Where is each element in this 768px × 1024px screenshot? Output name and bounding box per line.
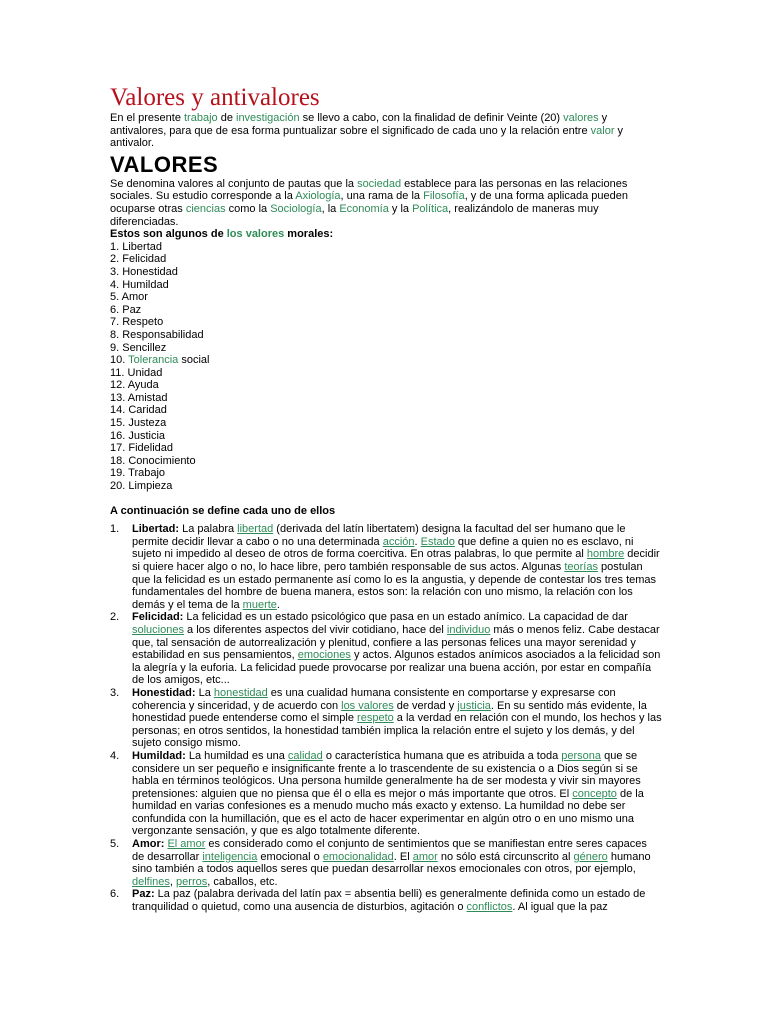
hyperlink[interactable]: acción xyxy=(382,535,415,548)
hyperlink[interactable]: teorías xyxy=(564,561,598,573)
text-run: de verdad y xyxy=(393,699,458,712)
values-list-item xyxy=(110,442,662,455)
hyperlink[interactable]: soluciones xyxy=(132,623,184,636)
bold-text: Amor: xyxy=(132,838,165,851)
hyperlink[interactable]: Estado xyxy=(420,535,455,548)
definitions-intro: A continuación se define cada uno de ellos xyxy=(110,504,336,517)
keyword-link[interactable]: ciencias xyxy=(185,202,226,215)
keyword-link[interactable]: Economía xyxy=(339,202,389,215)
values-list-item xyxy=(110,253,662,266)
text-run: a los diferentes aspectos del vivir cotidiano, hace del xyxy=(183,623,447,636)
text-run: y la xyxy=(388,202,413,215)
text-run: , xyxy=(169,875,177,888)
values-list-item xyxy=(110,480,662,493)
hyperlink[interactable]: justicia xyxy=(457,699,491,712)
definition-item xyxy=(110,611,662,687)
values-list-item xyxy=(110,329,662,342)
definition-item xyxy=(110,888,662,913)
text-run: emocional o xyxy=(257,850,323,863)
hyperlink[interactable]: género xyxy=(573,850,608,863)
values-list-item xyxy=(110,342,662,355)
keyword-link[interactable]: valores xyxy=(563,112,599,124)
definition-text xyxy=(132,611,660,686)
values-list-item xyxy=(110,291,662,304)
text-run: social xyxy=(178,354,210,367)
text-run: y antivalores, para que de esa forma puntualizar sobre el significado de cada uno y la relación entre xyxy=(110,112,608,137)
values-list-item xyxy=(110,304,662,317)
text-run: 1. Libertad xyxy=(110,240,162,253)
text-run: y antivalor. xyxy=(110,124,624,150)
text-run: Se denomina valores al conjunto de pautas que la xyxy=(110,177,358,190)
definition-number: 2. xyxy=(110,611,120,624)
text-run: 18. Conocimiento xyxy=(110,454,196,467)
text-run: no sólo está circunscrito al xyxy=(437,850,574,863)
text-run: 4. Humildad xyxy=(110,278,169,291)
values-list-item xyxy=(110,279,662,292)
definition-item xyxy=(110,687,662,750)
text-run: se llevo a cabo, con la finalidad de definir Veinte (20) xyxy=(299,112,564,124)
hyperlink[interactable]: concepto xyxy=(572,787,617,800)
bold-text: Libertad: xyxy=(132,523,180,536)
text-run: La felicidad es un estado psicológico que pasa en un estado anímico. La capacidad de dar xyxy=(183,611,628,624)
keyword-link[interactable]: Axiología xyxy=(295,190,341,203)
document-title: Valores y antivalores xyxy=(110,84,320,111)
text-run: , realizándolo de maneras muy diferenciadas. xyxy=(110,202,599,228)
hyperlink[interactable]: los valores xyxy=(341,699,394,712)
hyperlink[interactable]: inteligencia xyxy=(202,850,258,863)
hyperlink[interactable]: hombre xyxy=(586,548,625,561)
text-run: 8. Responsabilidad xyxy=(110,328,204,341)
hyperlink[interactable]: individuo xyxy=(446,623,491,636)
text-run: y actos. Algunos estados anímicos asociados a la felicidad son la alegría y la euforia. La felicidad puede provocarse por realizar una buena acción, por estar en compañía de los amigos, etc... xyxy=(132,649,661,687)
hyperlink[interactable]: libertad xyxy=(237,523,274,536)
definition-item xyxy=(110,523,662,611)
text-run: (derivada del latín libertatem) designa la facultad del ser humano que le permite decidir llevar a cabo o no una determinada xyxy=(132,523,626,548)
bold-text: Estos son algunos de xyxy=(110,228,227,241)
text-run: En el presente xyxy=(110,112,184,124)
values-definition-paragraph xyxy=(110,178,662,228)
text-run: La palabra xyxy=(179,523,238,536)
text-run: 13. Amistad xyxy=(110,391,168,404)
bold-text: morales: xyxy=(284,228,334,241)
definition-item xyxy=(110,750,662,838)
text-run: 5. Amor xyxy=(110,291,148,304)
text-run: La paz (palabra derivada del latín pax = absentia belli) es generalmente definida como un estado de tranquilidad o quietud, como una ausencia de disturbios, agitación o xyxy=(132,888,646,914)
definition-number: 6. xyxy=(110,888,120,901)
text-run: . xyxy=(414,535,421,548)
bold-text: Honestidad: xyxy=(132,686,196,699)
text-run: es considerado como el conjunto de sentimientos que se manifiestan entre seres capaces de desarrollar xyxy=(132,838,647,863)
keyword-link[interactable]: investigación xyxy=(236,112,300,124)
keyword-link[interactable]: Filosofía xyxy=(423,190,465,203)
text-run: 6. Paz xyxy=(110,303,142,316)
hyperlink[interactable]: respeto xyxy=(357,712,394,725)
text-run: 12. Ayuda xyxy=(110,379,159,392)
values-list-item xyxy=(110,241,662,254)
hyperlink[interactable]: emociones xyxy=(297,649,351,662)
text-run: La xyxy=(195,686,214,699)
keyword-link[interactable]: valor xyxy=(590,124,615,137)
text-run: . El xyxy=(393,850,413,863)
values-list-item xyxy=(110,392,662,405)
keyword-link[interactable]: los valores xyxy=(226,228,285,241)
text-run: a la verdad en relación con el mundo, los hechos y las personas; en otros sentidos, la honestidad también implica la relación entre el sujeto y los demás, y del sujeto consigo mismo. xyxy=(132,712,662,750)
definition-text xyxy=(132,687,662,749)
text-run: 9. Sencillez xyxy=(110,341,167,354)
text-run: 15. Justeza xyxy=(110,417,167,430)
text-run: que define a quien no es esclavo, ni sujeto ni impedido al deseo de otros de forma coercitiva. En otras palabras, lo que permite al xyxy=(132,535,634,561)
values-list-item xyxy=(110,316,662,329)
keyword-link[interactable]: Política xyxy=(412,202,449,215)
hyperlink[interactable]: El amor xyxy=(167,838,206,851)
text-run: , una rama de la xyxy=(340,190,424,203)
keyword-link[interactable]: sociedad xyxy=(357,177,402,190)
values-list-item xyxy=(110,379,662,392)
text-run: establece para las personas en las relaciones sociales. Su estudio corresponde a la xyxy=(110,177,628,203)
text-run: 11. Unidad xyxy=(110,366,163,379)
hyperlink[interactable]: perros xyxy=(176,875,208,888)
text-run: de xyxy=(217,112,236,124)
keyword-link[interactable]: trabajo xyxy=(184,112,218,124)
text-run: más o menos feliz. Cabe destacar que, tal sensación de autorrealización y plenitud, confiere a las personas felices una mayor serenidad y estabilidad en sus pensamientos, xyxy=(132,623,660,662)
text-run: , y de una forma aplicada pueden ocuparse otras xyxy=(110,190,628,215)
section-heading: VALORES xyxy=(110,151,219,177)
text-run: , caballos, etc. xyxy=(207,875,278,888)
values-list-item xyxy=(110,417,662,430)
hyperlink[interactable]: delfines xyxy=(132,875,170,888)
hyperlink[interactable]: emocionalidad xyxy=(322,850,394,863)
values-list xyxy=(110,241,662,493)
text-run: , la xyxy=(321,202,340,215)
definition-text xyxy=(132,523,660,611)
definition-number: 3. xyxy=(110,686,120,699)
text-run: 2. Felicidad xyxy=(110,253,167,266)
values-list-item xyxy=(110,430,662,443)
keyword-link[interactable]: Sociología xyxy=(270,202,322,215)
text-run: o característica humana que es atribuida a toda xyxy=(322,749,562,762)
values-list-item xyxy=(110,367,662,380)
text-run: 7. Respeto xyxy=(110,316,164,329)
text-run: . Al igual que la paz xyxy=(512,901,608,914)
hyperlink[interactable]: calidad xyxy=(287,749,323,762)
text-run: . xyxy=(276,598,280,611)
definition-number: 5. xyxy=(110,838,120,851)
values-list-intro xyxy=(110,228,662,241)
text-run: 10. xyxy=(110,354,129,367)
definition-text xyxy=(132,838,651,888)
text-run: como la xyxy=(225,202,271,215)
hyperlink[interactable]: conflictos xyxy=(466,901,513,914)
text-run: decidir si quiere hacer algo o no, lo hace libre, pero también responsable de sus actos. Algunas xyxy=(132,548,660,573)
text-run: 14. Caridad xyxy=(110,404,167,417)
text-run: postulan que la felicidad es un estado permanente así como lo es la angustia, y depende de contestar los tres temas fundamentales del hombre de buena manera, estos son: la relación con uno mismo, la relación con los demás y el tema de la xyxy=(132,561,657,611)
values-list-item xyxy=(110,467,662,480)
text-run: de la humildad en varias confesiones es a menudo mucho más exacto y extenso. La humildad no debe ser confundida con la humillación, que es el acto de hacer experimentar en algún otro o en uno mismo una vergonzante sensación, y que es algo totalmente diferente. xyxy=(132,787,644,838)
definition-text xyxy=(132,750,644,838)
text-run: 17. Fidelidad xyxy=(110,442,173,455)
text-run: humano sino también a todos aquellos seres que puedan desarrollar nexos emocionales con otros, por ejemplo, xyxy=(132,850,651,876)
values-list-item xyxy=(110,266,662,279)
text-run: que se considere un ser pequeño e insignificante frente a lo trascendente de su existencia o a Dios según si se habla en términos teológicos. Una persona humilde generalmente ha de ser modesta y vivir sin mayores pretensiones: alguien que no piensa que él o ella es mejor o más importante que otros. El xyxy=(132,749,641,800)
hyperlink[interactable]: muerte xyxy=(242,598,277,611)
hyperlink[interactable]: persona xyxy=(561,749,602,762)
hyperlink[interactable]: amor xyxy=(412,850,438,863)
text-run: 16. Justicia xyxy=(110,429,166,442)
definition-number: 1. xyxy=(110,523,120,536)
text-run: La humildad es una xyxy=(185,749,288,762)
intro-paragraph xyxy=(110,112,662,150)
bold-text: Humildad: xyxy=(132,749,186,762)
definition-text xyxy=(132,888,645,913)
values-list-item xyxy=(110,404,662,417)
text-run: 19. Trabajo xyxy=(110,467,166,480)
text-run: . En su sentido más evidente, la honestidad puede entenderse como el simple xyxy=(132,699,647,725)
definitions-list xyxy=(110,523,662,913)
hyperlink[interactable]: honestidad xyxy=(213,686,268,699)
values-list-item xyxy=(110,354,662,367)
keyword-link[interactable]: Tolerancia xyxy=(128,354,179,367)
text-run: es una cualidad humana consistente en comportarse y expresarse con coherencia y sinceridad, y de acuerdo con xyxy=(132,686,616,712)
definition-item xyxy=(110,838,662,888)
text-run: 3. Honestidad xyxy=(110,265,178,278)
document-page xyxy=(110,84,662,914)
bold-text: Felicidad: xyxy=(132,611,184,624)
bold-text: Paz: xyxy=(132,888,155,901)
definition-number: 4. xyxy=(110,749,120,762)
text-run: 20. Limpieza xyxy=(110,480,173,493)
values-list-item xyxy=(110,455,662,468)
